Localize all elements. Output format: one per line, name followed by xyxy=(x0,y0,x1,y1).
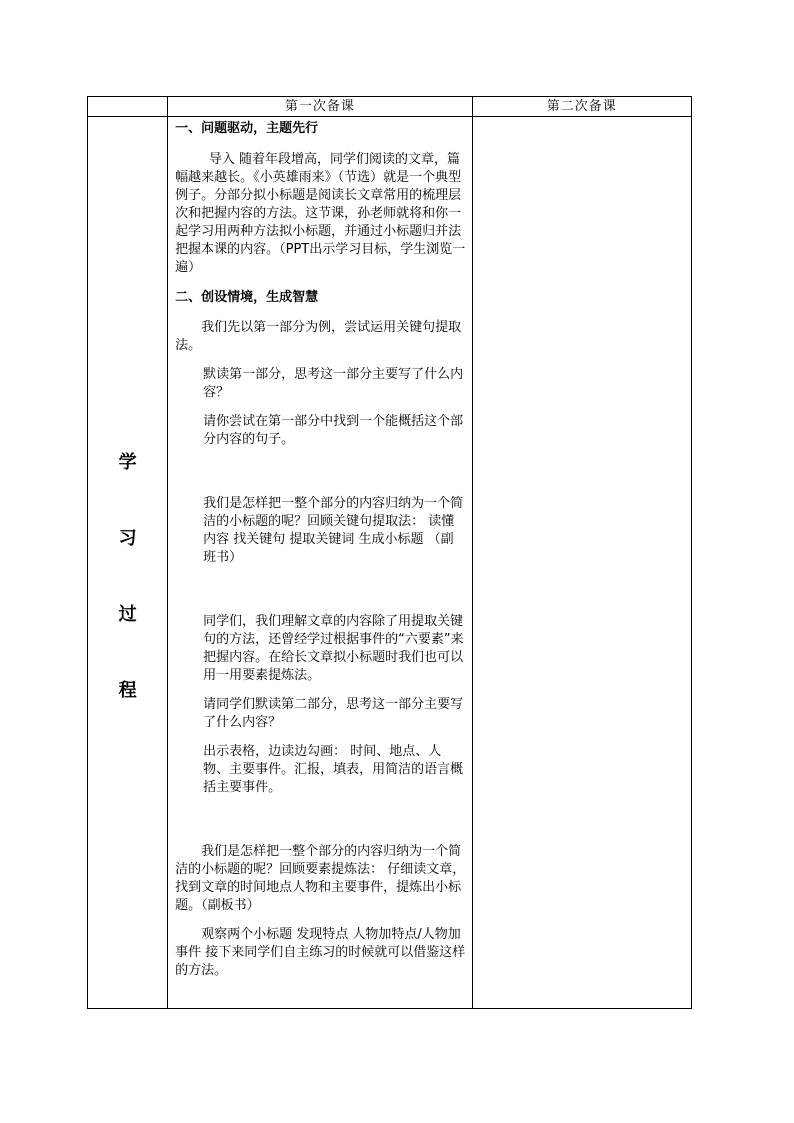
first-prep-content xyxy=(168,117,472,980)
header-blank-cell xyxy=(88,97,168,117)
paragraph-read-part-2: 请同学们默读第二部分，思考这一部分主要写了什么内容？ xyxy=(203,697,464,730)
paragraph-key-sentence: 我们先以第一部分为例，尝试运用关键句提取法。 xyxy=(175,320,462,353)
paragraph-six-elements: 同学们，我们理解文章的内容除了用提取关键句的方法，还曾经学过根据事件的“六要素”来把握内容。在给长文章拟小标题时我们也可以用一用要素提炼法。 xyxy=(203,614,464,683)
paragraph-find-sentence: 请你尝试在第一部分中找到一个能概括这个部分内容的句子。 xyxy=(203,414,464,447)
side-label xyxy=(88,397,167,729)
section-2-title: 二、创设情境，生成智慧 xyxy=(175,290,319,305)
side-label-cell xyxy=(88,117,168,1009)
section-1-intro: 导入 随着年段增高，同学们阅读的文章，篇幅越来越长。《小英雄雨来》（节选）就是一个典型例子。分部分拟小标题是阅读长文章常用的梳理层次和把握内容的方法。这节课，孙老师就将和你一起学习用两种方法拟小标题，并通过小标题归并法把握本课的内容。（PPT出示学习目标，学生浏览一遍） xyxy=(175,152,466,275)
paragraph-read-part-1: 默读第一部分，思考这一部分主要写了什么内容？ xyxy=(203,367,464,400)
paragraph-review-elements: 我们是怎样把一整个部分的内容归纳为一个简洁的小标题的呢？回顾要素提炼法： 仔细读文章，找到文章的时间地点人物和主要事件，提炼出小标题。（副板书） xyxy=(175,844,466,913)
header-row xyxy=(88,97,692,117)
second-prep-cell xyxy=(472,117,691,1009)
lesson-plan-table xyxy=(87,96,692,1009)
side-char-3: 过 xyxy=(118,603,137,625)
header-first-prep: 第一次备课 xyxy=(168,97,473,117)
content-row xyxy=(88,117,692,1009)
paragraph-observe-titles: 观察两个小标题 发现特点 人物加特点/人物加事件 接下来同学们自主练习的时候就可以借鉴这样的方法。 xyxy=(175,927,466,978)
section-1-title: 一、问题驱动，主题先行 xyxy=(175,121,319,136)
header-second-prep: 第二次备课 xyxy=(472,97,691,117)
paragraph-show-table: 出示表格，边读边勾画： 时间、地点、人物、主要事件。汇报，填表，用简洁的语言概括主要事件。 xyxy=(203,744,464,795)
first-prep-cell xyxy=(168,117,473,1009)
paragraph-review-key-sentence: 我们是怎样把一整个部分的内容归纳为一个简洁的小标题的呢？回顾关键句提取法： 读懂内容 找关键句 提取关键词 生成小标题 （副班书） xyxy=(203,496,464,565)
side-char-2: 习 xyxy=(118,527,137,549)
side-char-4: 程 xyxy=(118,679,137,701)
side-char-1: 学 xyxy=(118,451,137,473)
